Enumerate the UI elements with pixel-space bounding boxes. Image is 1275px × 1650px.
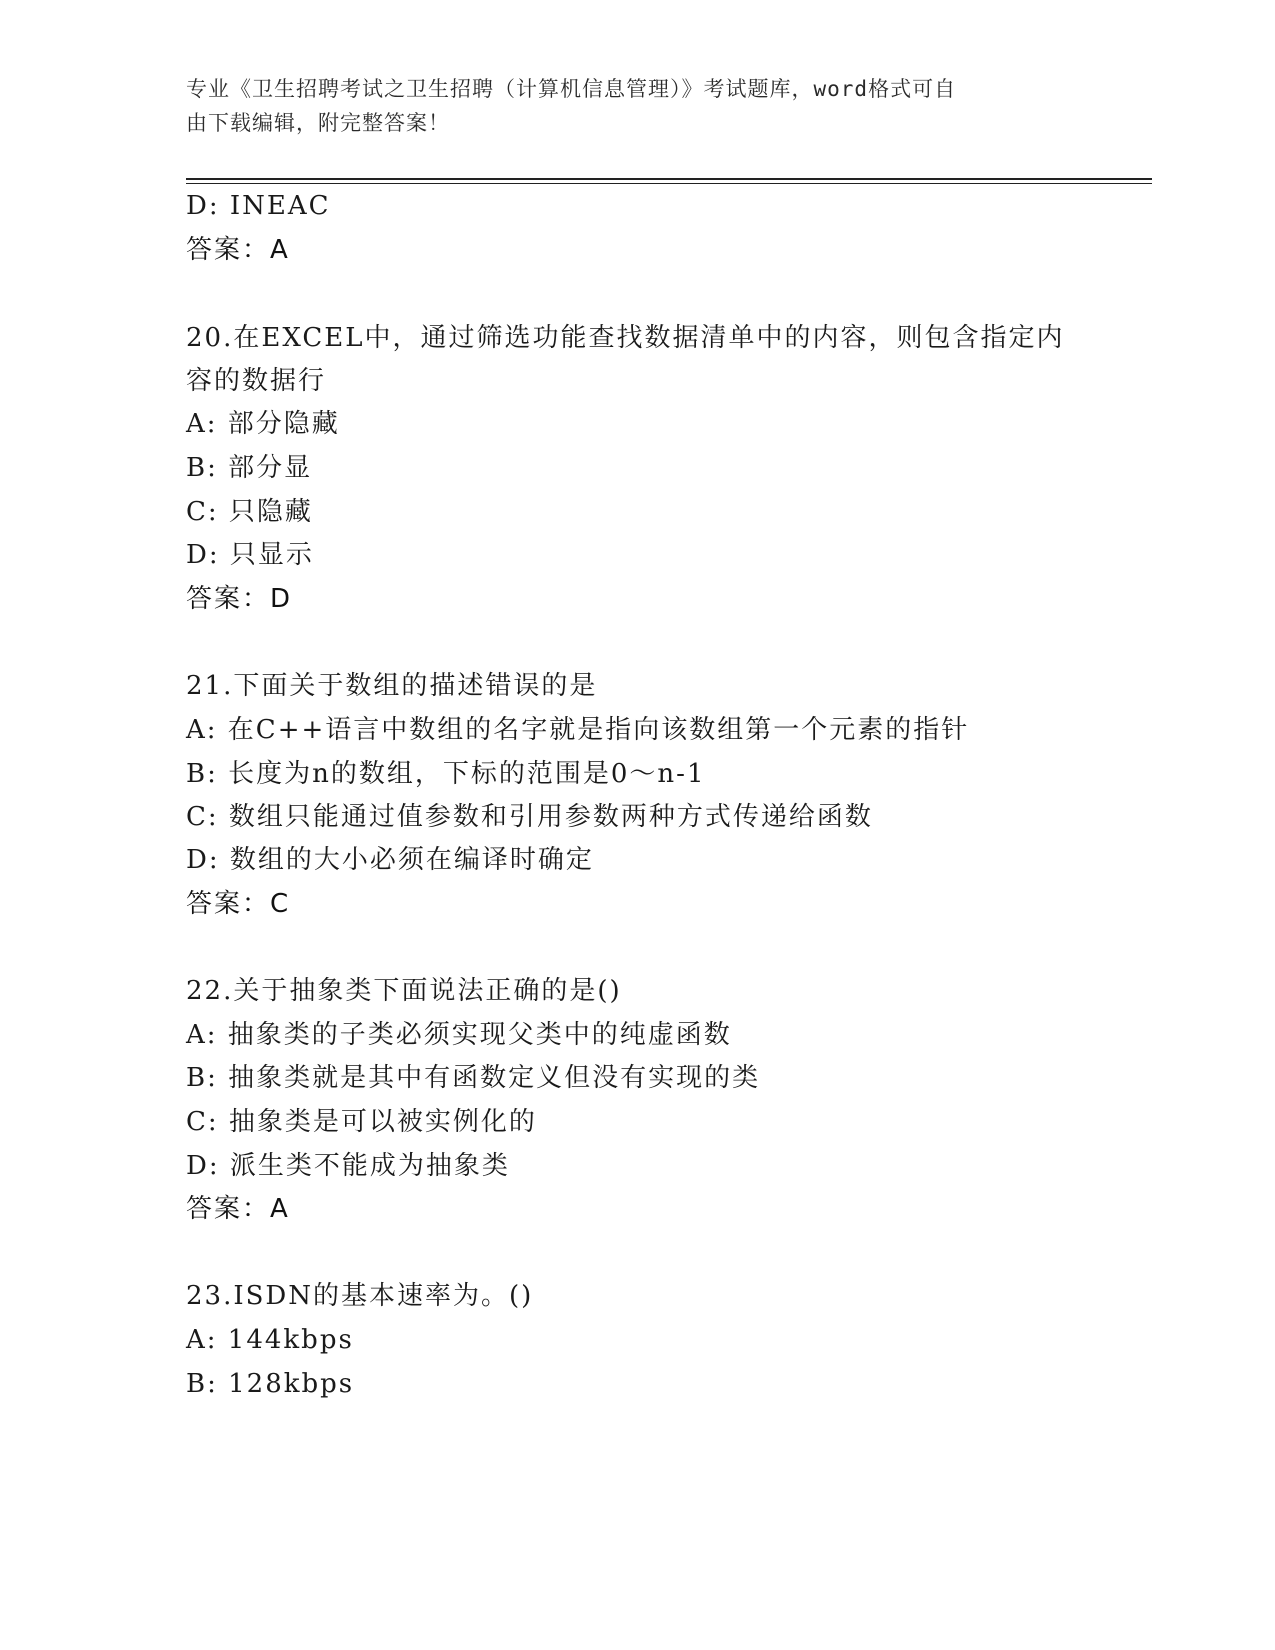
header-line-1: 专业《卫生招聘考试之卫生招聘（计算机信息管理）》考试题库，word格式可自 bbox=[186, 77, 957, 101]
header-divider-thin bbox=[186, 183, 1152, 184]
prev-option-d: D: INEAC bbox=[186, 191, 331, 221]
q21-option-d: D: 数组的大小必须在编译时确定 bbox=[186, 845, 594, 875]
q20-option-c: C: 只隐藏 bbox=[186, 497, 313, 527]
q20-option-a: A: 部分隐藏 bbox=[186, 409, 340, 439]
q21-answer: 答案：C bbox=[186, 889, 291, 919]
q20-answer: 答案：D bbox=[186, 584, 293, 614]
q20-option-d: D: 只显示 bbox=[186, 540, 314, 570]
q21-option-c: C: 数组只能通过值参数和引用参数两种方式传递给函数 bbox=[186, 802, 873, 832]
q21-stem: 21.下面关于数组的描述错误的是 bbox=[186, 671, 598, 701]
q20-stem-line-2: 容的数据行 bbox=[186, 366, 327, 396]
q22-stem: 22.关于抽象类下面说法正确的是() bbox=[186, 976, 622, 1006]
q21-option-a: A: 在C++语言中数组的名字就是指向该数组第一个元素的指针 bbox=[186, 715, 970, 745]
q20-stem-line-1: 20.在EXCEL中，通过筛选功能查找数据清单中的内容，则包含指定内 bbox=[186, 323, 1065, 353]
q21-option-b: B: 长度为n的数组，下标的范围是0～n-1 bbox=[186, 759, 706, 789]
q22-option-d: D: 派生类不能成为抽象类 bbox=[186, 1151, 510, 1181]
document-header bbox=[186, 72, 1086, 140]
q22-option-b: B: 抽象类就是其中有函数定义但没有实现的类 bbox=[186, 1063, 761, 1093]
q22-answer: 答案：A bbox=[186, 1194, 290, 1224]
q22-option-c: C: 抽象类是可以被实例化的 bbox=[186, 1107, 537, 1137]
q23-stem: 23.ISDN的基本速率为。() bbox=[186, 1281, 534, 1311]
header-line-2: 由下载编辑，附完整答案！ bbox=[186, 111, 450, 135]
q22-option-a: A: 抽象类的子类必须实现父类中的纯虚函数 bbox=[186, 1020, 732, 1050]
q23-option-a: A: 144kbps bbox=[186, 1325, 354, 1355]
prev-answer: 答案：A bbox=[186, 235, 290, 265]
q20-option-b: B: 部分显 bbox=[186, 453, 313, 483]
q23-option-b: B: 128kbps bbox=[186, 1369, 355, 1399]
header-divider-thick bbox=[186, 178, 1152, 180]
